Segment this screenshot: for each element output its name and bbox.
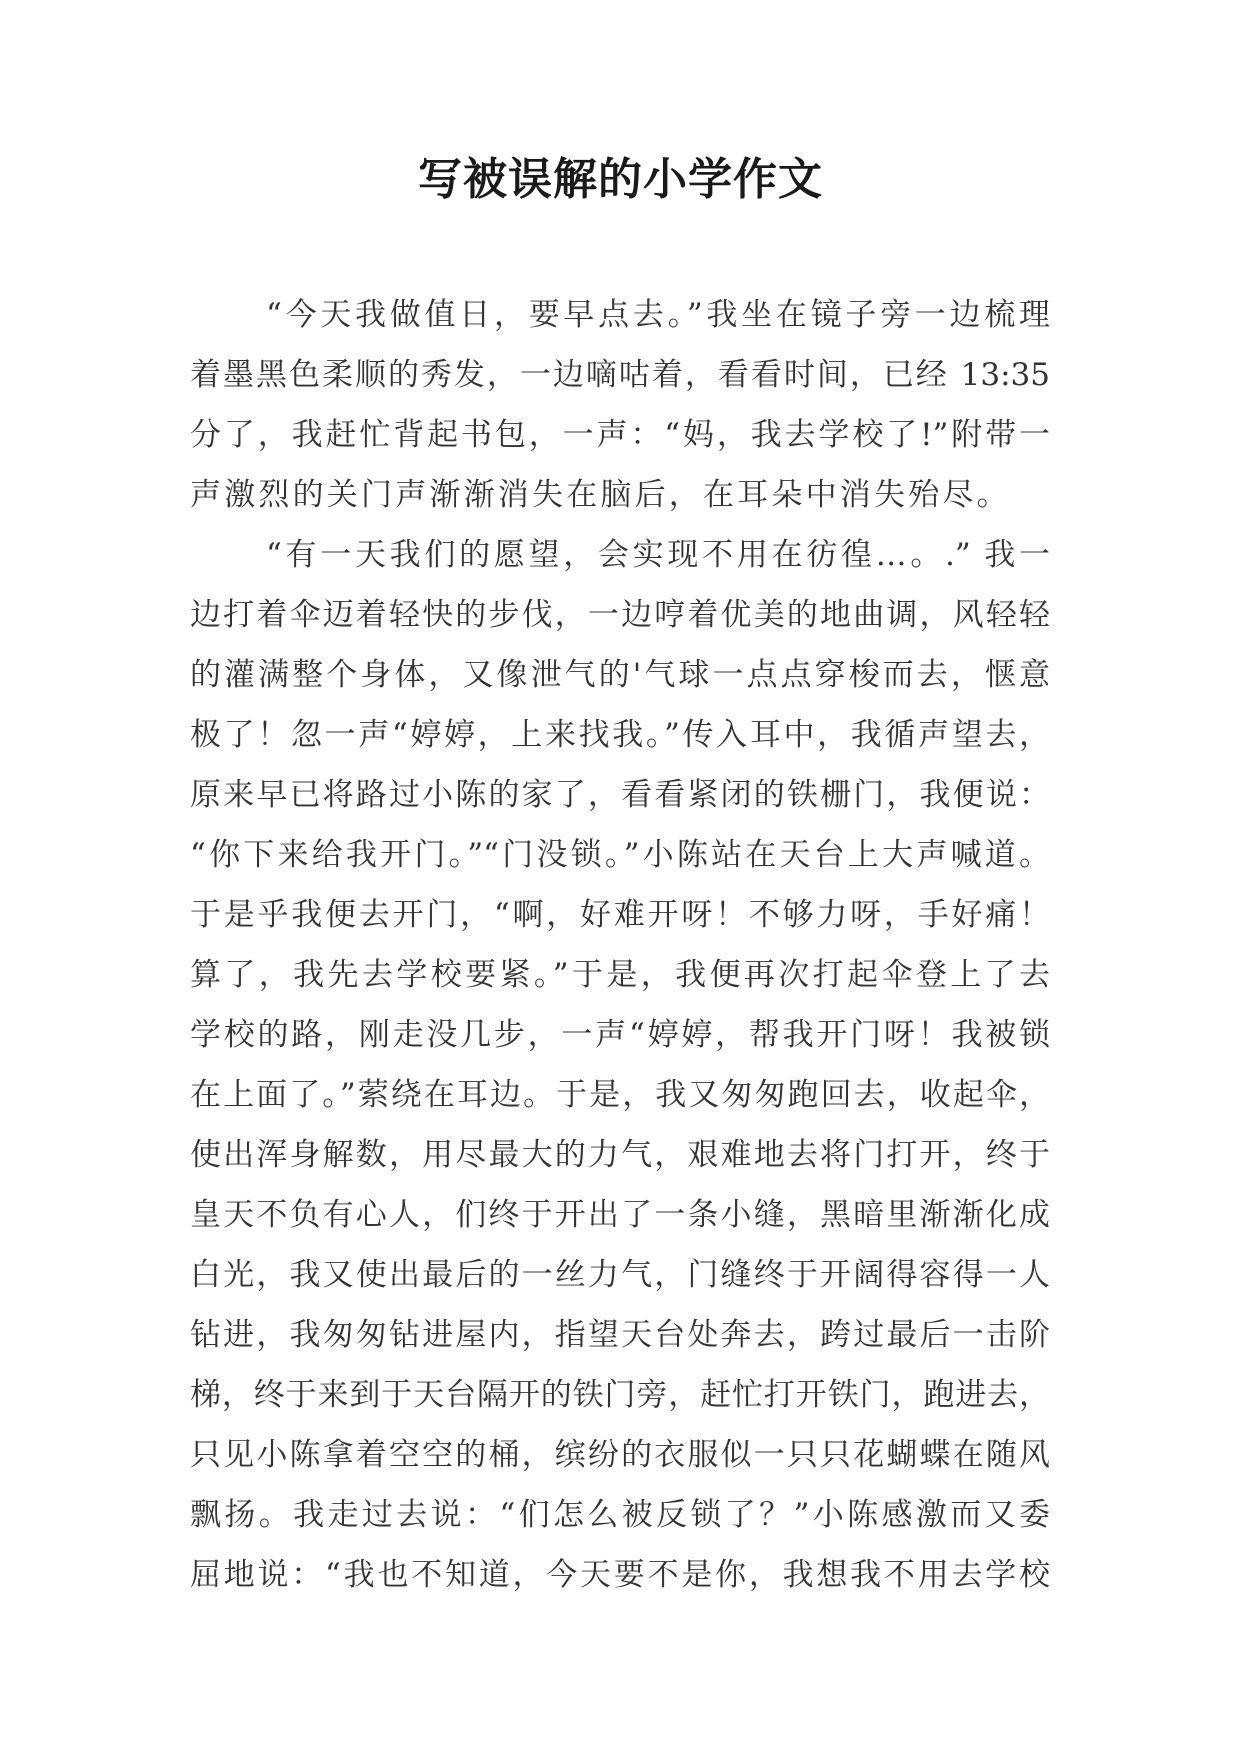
paragraph-2-line-18: 屈地说：“我也不知道，今天要不是你，我想我不用去学校 xyxy=(190,1557,1050,1593)
paragraph-1-line-1: “今天我做值日，要早点去。”我坐在镜子旁一边梳理 xyxy=(266,297,1050,333)
paragraph-1-line-2: 着墨黑色柔顺的秀发，一边嘀咕着，看看时间，已经 13:35 xyxy=(190,357,1050,393)
paragraph-2-line-8: 算了，我先去学校要紧。”于是，我便再次打起伞登上了去 xyxy=(190,957,1050,993)
paragraph-2-line-17: 飘扬。我走过去说：“们怎么被反锁了？”小陈感激而又委 xyxy=(190,1497,1050,1533)
paragraph-2-line-1: “有一天我们的愿望，会实现不用在彷徨…。.” 我一 xyxy=(266,537,1050,573)
paragraph-2-line-10: 在上面了。”萦绕在耳边。于是，我又匆匆跑回去，收起伞， xyxy=(190,1077,1050,1113)
paragraph-2-line-7: 于是乎我便去开门，“啊，好难开呀！不够力呀，手好痛！ xyxy=(190,897,1050,933)
paragraph-2-line-6: “你下来给我开门。”“门没锁。”小陈站在天台上大声喊道。 xyxy=(190,837,1050,873)
essay-body xyxy=(190,285,1050,1605)
paragraph-2-line-16: 只见小陈拿着空空的桶，缤纷的衣服似一只只花蝴蝶在随风 xyxy=(190,1437,1050,1473)
paragraph-2-line-2: 边打着伞迈着轻快的步伐，一边哼着优美的地曲调，风轻轻 xyxy=(190,597,1050,633)
document-title: 写被误解的小学作文 xyxy=(418,154,823,205)
paragraph-2-line-5: 原来早已将路过小陈的家了，看看紧闭的铁栅门，我便说： xyxy=(190,777,1050,813)
paragraph-2-line-15: 梯，终于来到于天台隔开的铁门旁，赶忙打开铁门，跑进去， xyxy=(190,1377,1050,1413)
paragraph-2-line-13: 白光，我又使出最后的一丝力气，门缝终于开阔得容得一人 xyxy=(190,1257,1050,1293)
paragraph-1-line-3: 分了，我赶忙背起书包，一声：“妈，我去学校了!”附带一 xyxy=(190,417,1050,453)
paragraph-2-line-3: 的灌满整个身体，又像泄气的'气球一点点穿梭而去，惬意 xyxy=(190,657,1050,693)
paragraph-2-line-4: 极了！忽一声“婷婷，上来找我。”传入耳中，我循声望去， xyxy=(190,717,1050,753)
paragraph-2-line-12: 皇天不负有心人，们终于开出了一条小缝，黑暗里渐渐化成 xyxy=(190,1197,1050,1233)
paragraph-2-line-11: 使出浑身解数，用尽最大的力气，艰难地去将门打开，终于 xyxy=(190,1137,1050,1173)
paragraph-2-line-9: 学校的路，刚走没几步，一声“婷婷，帮我开门呀！我被锁 xyxy=(190,1017,1050,1053)
paragraph-2-line-14: 钻进，我匆匆钻进屋内，指望天台处奔去，跨过最后一击阶 xyxy=(190,1317,1050,1353)
paragraph-1-line-4: 声激烈的关门声渐渐消失在脑后，在耳朵中消失殆尽。 xyxy=(190,477,1011,513)
